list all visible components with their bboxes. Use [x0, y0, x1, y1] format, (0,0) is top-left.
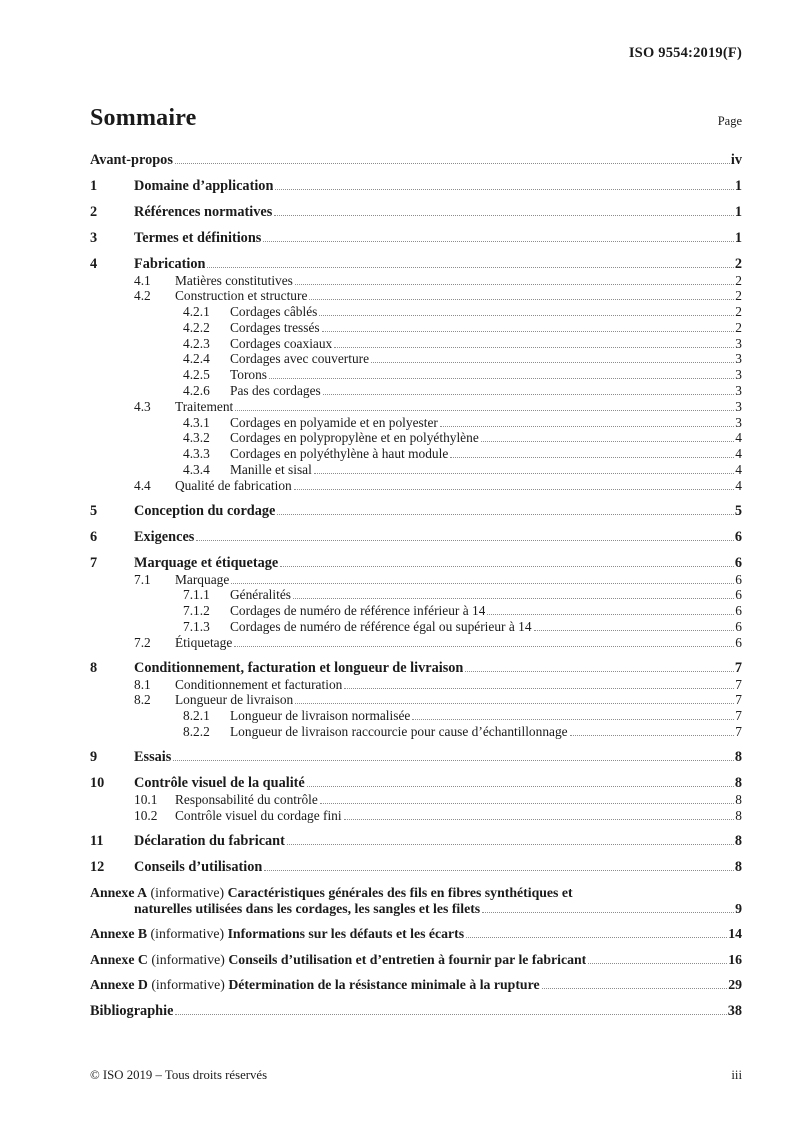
- dot-leader: [295, 703, 734, 704]
- toc-entry: [90, 152, 742, 169]
- toc-entry-number: 4.3.1: [183, 414, 210, 430]
- toc-entry: [90, 462, 742, 478]
- dot-leader: [440, 426, 734, 427]
- toc-entry-page: 4: [735, 446, 742, 462]
- toc-entry-page: 8: [734, 749, 742, 766]
- toc-entry-number: 8.2: [134, 692, 151, 708]
- toc-entry: [90, 677, 742, 693]
- toc-entry-number: 4.2.2: [183, 319, 210, 335]
- toc-entry-page: 16: [728, 951, 742, 967]
- annex-prefix: Annexe A: [90, 884, 148, 900]
- toc-entry-number: 3: [90, 230, 98, 246]
- dot-leader: [450, 457, 734, 458]
- toc-entry-page: iv: [730, 152, 742, 168]
- toc-entry-label: Cordages coaxiaux: [230, 335, 333, 351]
- dot-leader: [323, 394, 735, 395]
- toc-entry-label: Conseils d’utilisation: [134, 858, 263, 875]
- toc-entry-page: 2: [735, 319, 742, 335]
- dot-leader: [344, 819, 735, 820]
- toc-entry-page: 1: [734, 204, 742, 220]
- toc-entry: [90, 446, 742, 462]
- toc-entry-page: 3: [735, 383, 742, 399]
- toc-entry-label: Cordages câblés: [230, 304, 318, 320]
- toc-entry-label: Conseils d’utilisation et d’entretien à fournir par le fabricant: [228, 951, 587, 967]
- toc-entry: [90, 367, 742, 383]
- toc-entry-page: 5: [734, 503, 742, 520]
- toc-entry-page: 7: [734, 660, 742, 677]
- toc-entry-page: 6: [735, 587, 742, 603]
- toc-entry-label: Avant-propos: [90, 152, 173, 168]
- annex-prefix: Annexe B: [90, 926, 148, 942]
- dot-leader: [570, 735, 735, 736]
- annex-informative-tag: (informative): [147, 926, 228, 942]
- toc-entry-page: 7: [735, 676, 742, 692]
- toc-entry-page: 7: [735, 692, 742, 708]
- dot-leader: [280, 566, 734, 567]
- dot-leader: [234, 646, 734, 647]
- toc-entry-number: 7.1.2: [183, 603, 210, 619]
- toc-entry-number: 8: [90, 660, 98, 677]
- toc-entry-page: 38: [727, 1002, 742, 1019]
- toc-entry-label: Cordages en polyamide et en polyester: [230, 414, 438, 430]
- toc-entry: [90, 529, 742, 546]
- dot-leader: [588, 963, 727, 964]
- toc-entry: [90, 415, 742, 431]
- toc-entry-label: Cordages en polyéthylène à haut module: [230, 446, 449, 462]
- dot-leader: [294, 489, 735, 490]
- toc-entry-page: 8: [734, 858, 742, 875]
- toc-entry-page: 6: [735, 603, 742, 619]
- toc-entry-page: 3: [735, 367, 742, 383]
- toc-entry: [90, 775, 742, 792]
- toc-entry-page: 8: [734, 775, 742, 792]
- dot-leader: [334, 347, 734, 348]
- dot-leader: [466, 937, 727, 938]
- toc-entry-number: 2: [90, 204, 98, 220]
- toc-entry: [90, 951, 742, 968]
- folio-page-number: iii: [731, 1068, 742, 1082]
- dot-leader: [344, 688, 734, 689]
- toc-entry-label: Déclaration du fabricant: [134, 832, 285, 849]
- toc-entry: [90, 884, 742, 901]
- toc-entry: [90, 273, 742, 289]
- dot-leader: [175, 1014, 726, 1015]
- toc-entry: [90, 572, 742, 588]
- toc-entry-page: 8: [735, 791, 742, 807]
- toc-entry: [90, 230, 742, 247]
- annex-informative-tag: (informative): [147, 951, 229, 967]
- dot-leader: [412, 719, 734, 720]
- toc-entry-label: naturelles utilisées dans les cordages, les sangles et les filets: [134, 900, 481, 916]
- toc-entry-number: 7.1: [134, 571, 151, 587]
- dot-leader: [295, 284, 734, 285]
- toc-entry-label: Essais: [134, 749, 172, 766]
- toc-entry-label: Cordages en polypropylène et en polyéthylène: [230, 430, 479, 446]
- dot-leader: [293, 598, 734, 599]
- toc-entry-label: Fabrication: [134, 256, 206, 272]
- toc-entry-number: 4.2.6: [183, 383, 210, 399]
- dot-leader: [196, 540, 733, 541]
- toc-entry-label: Exigences: [134, 529, 195, 546]
- toc-entry-page: 6: [735, 619, 742, 635]
- toc-entry-continuation: [90, 901, 742, 917]
- toc-entry-page: 2: [735, 288, 742, 304]
- toc-entry: [90, 808, 742, 824]
- toc-entry: [90, 383, 742, 399]
- toc-entry-label: Contrôle visuel de la qualité: [134, 775, 305, 792]
- toc-entry-number: 10.2: [134, 807, 158, 823]
- toc-entry-page: 3: [735, 398, 742, 414]
- toc-entry: [90, 925, 742, 942]
- toc-entry-number: 4.4: [134, 477, 151, 493]
- dot-leader: [263, 241, 734, 242]
- toc-entry-number: 7.1.1: [183, 587, 210, 603]
- dot-leader: [207, 267, 733, 268]
- toc-entry-label: Pas des cordages: [230, 383, 321, 399]
- toc-entry-number: 10: [90, 775, 105, 792]
- toc-entry-page: 4: [735, 430, 742, 446]
- toc-entry-label: Informations sur les défauts et les écarts: [227, 926, 465, 942]
- toc-entry: [90, 430, 742, 446]
- toc-entry-page: 1: [734, 230, 742, 246]
- toc-entry: [90, 635, 742, 651]
- toc-entry-label: Torons: [230, 367, 268, 383]
- toc-entry-page: 7: [735, 724, 742, 740]
- toc-entry: [90, 304, 742, 320]
- toc-entry-label: Termes et définitions: [134, 230, 262, 246]
- toc-entry: [90, 478, 742, 494]
- toc-entry: [90, 178, 742, 195]
- toc-entry-label: Traitement: [175, 398, 234, 414]
- toc-entry-number: 8.2.1: [183, 708, 210, 724]
- toc-entry: [90, 792, 742, 808]
- toc-entry-number: 4.3.2: [183, 430, 210, 446]
- toc-entry-page: 8: [734, 832, 742, 849]
- toc-entry: [90, 204, 742, 221]
- toc-entry-page: 3: [735, 335, 742, 351]
- toc-entry-label: Marquage et étiquetage: [134, 555, 279, 572]
- toc-entry-number: 4.3.3: [183, 446, 210, 462]
- toc-entry-number: 7.2: [134, 634, 151, 650]
- toc-entry-label: Longueur de livraison normalisée: [230, 708, 411, 724]
- toc-entry: [90, 555, 742, 572]
- toc-entry: [90, 256, 742, 273]
- toc-entry-page: 3: [735, 351, 742, 367]
- toc-entry: [90, 859, 742, 876]
- toc-entry: [90, 692, 742, 708]
- toc-entry: [90, 708, 742, 724]
- page-column-label: Page: [717, 114, 742, 128]
- toc-entry: [90, 749, 742, 766]
- toc-entry-label: Étiquetage: [175, 634, 233, 650]
- toc-entry: [90, 1003, 742, 1020]
- toc-entry-label: Cordages avec couverture: [230, 351, 370, 367]
- dot-leader: [275, 189, 733, 190]
- toc-entry-label: Contrôle visuel du cordage fini: [175, 807, 342, 823]
- dot-leader: [264, 870, 734, 871]
- toc-entry: [90, 724, 742, 740]
- toc-entry-label: Conditionnement et facturation: [175, 676, 343, 692]
- toc-entry-page: 4: [735, 462, 742, 478]
- dot-leader: [314, 473, 734, 474]
- toc-entry: [90, 619, 742, 635]
- toc-entry: [90, 351, 742, 367]
- toc-entry-page: 8: [735, 807, 742, 823]
- toc-entry: [90, 833, 742, 850]
- toc-entry-number: 4.2.1: [183, 304, 210, 320]
- toc-entry-number: 12: [90, 858, 105, 875]
- toc-entry-label: Construction et structure: [175, 288, 308, 304]
- dot-leader: [287, 844, 734, 845]
- annex-informative-tag: (informative): [147, 884, 228, 900]
- toc-entry-label: Caractéristiques générales des fils en fibres synthétiques et: [227, 884, 573, 900]
- toc-entry-number: 4.2.4: [183, 351, 210, 367]
- dot-leader: [465, 671, 733, 672]
- toc-entry-label: Marquage: [175, 571, 230, 587]
- dot-leader: [319, 315, 734, 316]
- toc-entry: [90, 603, 742, 619]
- dot-leader: [534, 630, 735, 631]
- toc-entry-number: 4.3: [134, 398, 151, 414]
- toc-title-row: [90, 105, 742, 132]
- toc-entry-label: Matières constitutives: [175, 272, 293, 288]
- table-of-contents: [90, 152, 742, 1019]
- annex-informative-tag: (informative): [147, 977, 229, 993]
- annex-prefix: Annexe C: [90, 951, 148, 967]
- toc-entry-label: Conception du cordage: [134, 503, 276, 520]
- toc-entry-number: 7.1.3: [183, 619, 210, 635]
- toc-entry-number: 1: [90, 178, 98, 194]
- toc-entry-page: 29: [728, 977, 742, 993]
- toc-entry: [90, 399, 742, 415]
- dot-leader: [274, 215, 734, 216]
- toc-entry-number: 10.1: [134, 791, 158, 807]
- toc-entry: [90, 336, 742, 352]
- toc-entry-label: Longueur de livraison: [175, 692, 294, 708]
- document-reference: ISO 9554:2019(F): [628, 45, 742, 61]
- toc-entry: [90, 288, 742, 304]
- toc-entry-number: 4: [90, 256, 98, 272]
- toc-entry-label: Qualité de fabrication: [175, 477, 292, 493]
- toc-entry-label: Références normatives: [134, 204, 273, 220]
- toc-entry-label: Bibliographie: [90, 1002, 174, 1019]
- toc-entry-page: 4: [735, 477, 742, 493]
- toc-entry-page: 14: [728, 926, 742, 942]
- dot-leader: [481, 441, 735, 442]
- toc-entry-number: 4.2.5: [183, 367, 210, 383]
- dot-leader: [307, 786, 734, 787]
- dot-leader: [235, 410, 734, 411]
- toc-entry-label: Responsabilité du contrôle: [175, 791, 318, 807]
- toc-entry-number: 4.1: [134, 272, 151, 288]
- toc-entry: [90, 320, 742, 336]
- toc-entry-label: Cordages de numéro de référence inférieur à 14: [230, 603, 486, 619]
- toc-entry-page: 6: [735, 571, 742, 587]
- dot-leader: [309, 299, 734, 300]
- toc-entry: [90, 976, 742, 993]
- toc-entry-number: 8.2.2: [183, 724, 210, 740]
- dot-leader: [482, 912, 734, 913]
- toc-entry-label: Détermination de la résistance minimale à la rupture: [228, 977, 540, 993]
- annex-prefix: Annexe D: [90, 977, 148, 993]
- dot-leader: [371, 362, 734, 363]
- dot-leader: [269, 378, 734, 379]
- dot-leader: [542, 988, 728, 989]
- toc-entry-page: 6: [735, 634, 742, 650]
- toc-entry-page: 6: [734, 555, 742, 572]
- toc-title: Sommaire: [90, 105, 197, 131]
- dot-leader: [175, 163, 730, 164]
- toc-entry-page: 6: [734, 529, 742, 546]
- toc-entry-page: 9: [735, 900, 742, 916]
- toc-entry-number: 6: [90, 529, 98, 546]
- dot-leader: [277, 514, 733, 515]
- toc-entry-page: 2: [735, 304, 742, 320]
- toc-entry-label: Généralités: [230, 587, 291, 603]
- toc-entry-page: 7: [735, 708, 742, 724]
- toc-entry-number: 4.2: [134, 288, 151, 304]
- toc-entry-number: 11: [90, 832, 104, 849]
- toc-entry-label: Cordages de numéro de référence égal ou supérieur à 14: [230, 619, 532, 635]
- toc-entry: [90, 587, 742, 603]
- dot-leader: [322, 331, 735, 332]
- toc-entry-number: 4.3.4: [183, 462, 210, 478]
- toc-entry-page: 1: [734, 178, 742, 194]
- toc-entry-page: 2: [734, 256, 742, 272]
- toc-entry-label: Domaine d’application: [134, 178, 274, 194]
- dot-leader: [487, 614, 734, 615]
- toc-entry-page: 2: [735, 272, 742, 288]
- toc-entry-label: Longueur de livraison raccourcie pour cause d’échantillonnage: [230, 724, 568, 740]
- toc-entry: [90, 503, 742, 520]
- toc-entry-label: Conditionnement, facturation et longueur de livraison: [134, 660, 464, 677]
- toc-entry-number: 9: [90, 749, 98, 766]
- copyright-notice: © ISO 2019 – Tous droits réservés: [90, 1068, 268, 1082]
- toc-entry: [90, 660, 742, 677]
- toc-entry-page: 3: [735, 414, 742, 430]
- toc-entry-number: 5: [90, 503, 98, 520]
- dot-leader: [231, 583, 734, 584]
- page-footer: [90, 1068, 742, 1083]
- dot-leader: [320, 803, 734, 804]
- toc-entry-label: Cordages tressés: [230, 319, 320, 335]
- toc-entry-number: 7: [90, 555, 98, 572]
- toc-entry-number: 8.1: [134, 676, 151, 692]
- toc-entry-number: 4.2.3: [183, 335, 210, 351]
- toc-entry-label: Manille et sisal: [230, 462, 312, 478]
- dot-leader: [173, 760, 733, 761]
